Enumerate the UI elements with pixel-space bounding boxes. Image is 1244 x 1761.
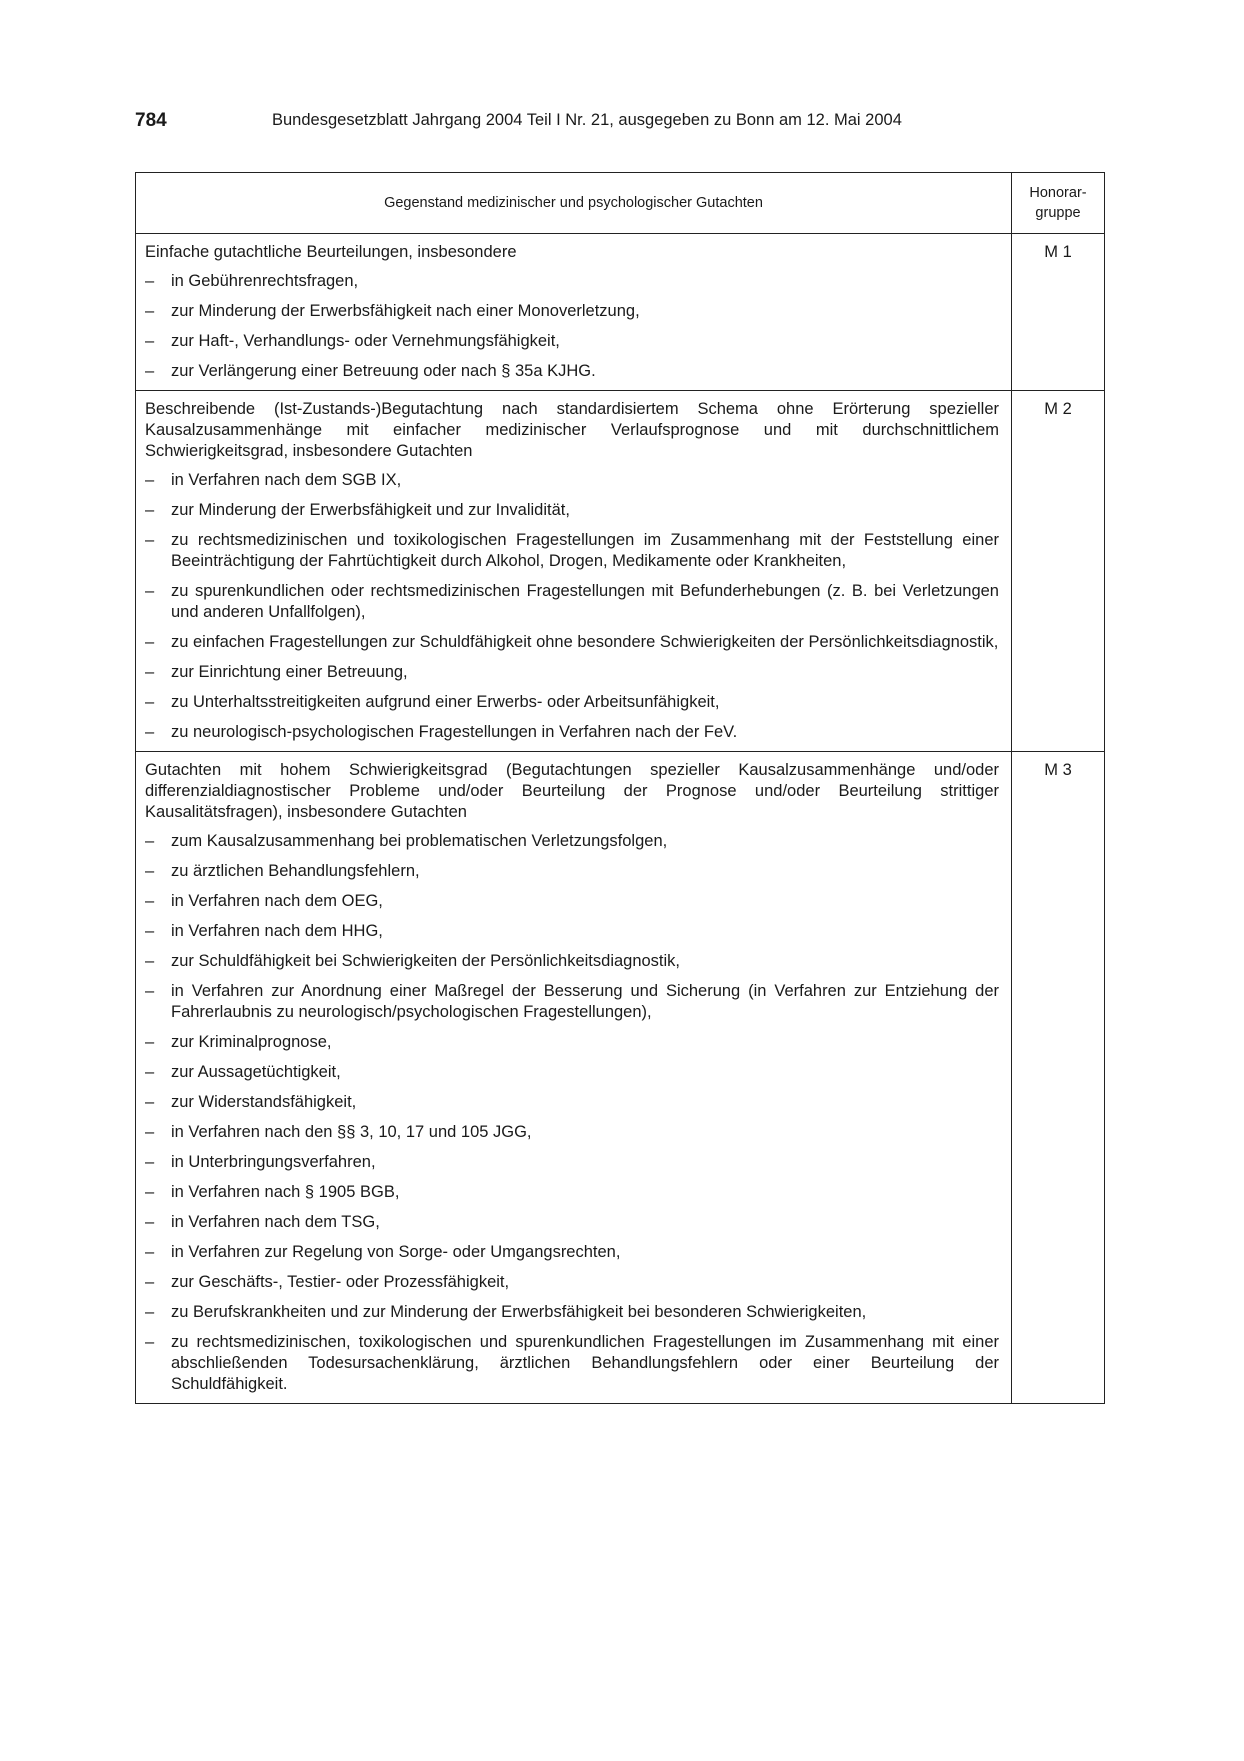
list-item xyxy=(145,530,999,572)
case-list xyxy=(145,831,999,1395)
list-item-text: zur Widerstandsfähigkeit, xyxy=(171,1093,357,1111)
list-item xyxy=(145,632,999,653)
list-item xyxy=(145,831,999,852)
list-item-text: zum Kausalzusammenhang bei problematischen Verletzungsfolgen, xyxy=(171,832,668,850)
dash-bullet-icon: – xyxy=(145,832,155,850)
list-item xyxy=(145,692,999,713)
column-header-group-line1: Honorar- xyxy=(1029,185,1087,201)
dash-bullet-icon: – xyxy=(145,1093,155,1111)
list-item-text: zur Haft-, Verhandlungs- oder Vernehmungsfähigkeit, xyxy=(171,332,560,350)
list-item xyxy=(145,1182,999,1203)
subject-cell xyxy=(136,234,1012,391)
dash-bullet-icon: – xyxy=(145,362,155,380)
list-item xyxy=(145,921,999,942)
dash-bullet-icon: – xyxy=(145,922,155,940)
list-item xyxy=(145,1062,999,1083)
column-header-group-line2: gruppe xyxy=(1035,205,1081,221)
dash-bullet-icon: – xyxy=(145,501,155,519)
list-item-text: zur Minderung der Erwerbsfähigkeit nach einer Monoverletzung, xyxy=(171,302,640,320)
dash-bullet-icon: – xyxy=(145,693,155,711)
column-header-group xyxy=(1012,173,1105,234)
column-header-subject: Gegenstand medizinischer und psychologischer Gutachten xyxy=(136,173,1012,234)
list-item xyxy=(145,861,999,882)
list-item xyxy=(145,891,999,912)
list-item xyxy=(145,500,999,521)
dash-bullet-icon: – xyxy=(145,582,155,600)
dash-bullet-icon: – xyxy=(145,1183,155,1201)
list-item-text: in Verfahren nach § 1905 BGB, xyxy=(171,1183,400,1201)
fee-group-cell: M 2 xyxy=(1012,391,1105,752)
list-item-text: zur Einrichtung einer Betreuung, xyxy=(171,663,408,681)
table-row xyxy=(136,234,1105,391)
list-item-text: zu rechtsmedizinischen und toxikologischen Fragestellungen im Zusammenhang mit der Feststellung einer Beeinträchtigung der Fahrtüchtigkeit durch Alkohol, Drogen, Medikamente oder Krankheiten, xyxy=(171,531,999,570)
list-item-text: in Verfahren zur Regelung von Sorge- oder Umgangsrechten, xyxy=(171,1243,621,1261)
fee-group-cell: M 3 xyxy=(1012,752,1105,1404)
list-item-text: zu neurologisch-psychologischen Fragestellungen in Verfahren nach der FeV. xyxy=(171,723,738,741)
dash-bullet-icon: – xyxy=(145,302,155,320)
dash-bullet-icon: – xyxy=(145,272,155,290)
subject-cell xyxy=(136,752,1012,1404)
page-header xyxy=(135,110,1105,140)
list-item xyxy=(145,981,999,1023)
list-item xyxy=(145,1242,999,1263)
list-item-text: in Unterbringungsverfahren, xyxy=(171,1153,376,1171)
table-row xyxy=(136,391,1105,752)
list-item-text: zu spurenkundlichen oder rechtsmedizinischen Fragestellungen mit Befunderhebungen (z. B. bei Verletzungen und anderen Unfallfolgen), xyxy=(171,582,999,621)
list-item-text: in Verfahren nach dem OEG, xyxy=(171,892,383,910)
subject-cell xyxy=(136,391,1012,752)
list-item-text: zur Geschäfts-, Testier- oder Prozessfähigkeit, xyxy=(171,1273,510,1291)
list-item-text: in Verfahren nach dem HHG, xyxy=(171,922,383,940)
list-item-text: zu einfachen Fragestellungen zur Schuldfähigkeit ohne besondere Schwierigkeiten der Persönlichkeitsdiagnostik, xyxy=(171,633,999,651)
list-item xyxy=(145,470,999,491)
dash-bullet-icon: – xyxy=(145,952,155,970)
list-item xyxy=(145,581,999,623)
dash-bullet-icon: – xyxy=(145,892,155,910)
list-item xyxy=(145,361,999,382)
category-intro: Gutachten mit hohem Schwierigkeitsgrad (Begutachtungen spezieller Kausalzusammenhänge und/oder differenzialdiagnostischer Probleme und/oder Beurteilung der Prognose und/oder Beurteilung strittiger Kausalitätsfragen), insbesondere Gutachten xyxy=(145,761,999,821)
list-item xyxy=(145,1092,999,1113)
list-item xyxy=(145,951,999,972)
list-item xyxy=(145,1212,999,1233)
list-item xyxy=(145,331,999,352)
list-item xyxy=(145,271,999,292)
page-number: 784 xyxy=(135,110,167,131)
dash-bullet-icon: – xyxy=(145,1333,155,1351)
dash-bullet-icon: – xyxy=(145,1243,155,1261)
list-item-text: zur Kriminalprognose, xyxy=(171,1033,332,1051)
list-item-text: zur Minderung der Erwerbsfähigkeit und zur Invalidität, xyxy=(171,501,570,519)
dash-bullet-icon: – xyxy=(145,1273,155,1291)
dash-bullet-icon: – xyxy=(145,471,155,489)
list-item xyxy=(145,1122,999,1143)
dash-bullet-icon: – xyxy=(145,723,155,741)
list-item-text: zu ärztlichen Behandlungsfehlern, xyxy=(171,862,420,880)
list-item-text: zu Berufskrankheiten und zur Minderung der Erwerbsfähigkeit bei besonderen Schwierigkeiten, xyxy=(171,1303,867,1321)
list-item-text: in Verfahren nach dem SGB IX, xyxy=(171,471,402,489)
table-row xyxy=(136,752,1105,1404)
dash-bullet-icon: – xyxy=(145,1303,155,1321)
case-list xyxy=(145,470,999,743)
category-intro: Beschreibende (Ist-Zustands-)Begutachtung nach standardisiertem Schema ohne Erörterung spezieller Kausalzusammenhänge mit einfacher medizinischer Verlaufsprognose und mit durchschnittlichem Schwierigkeitsgrad, insbesondere Gutachten xyxy=(145,400,999,460)
fee-group-cell: M 1 xyxy=(1012,234,1105,391)
dash-bullet-icon: – xyxy=(145,982,155,1000)
list-item xyxy=(145,1272,999,1293)
list-item xyxy=(145,662,999,683)
list-item-text: in Verfahren nach dem TSG, xyxy=(171,1213,380,1231)
list-item xyxy=(145,1032,999,1053)
table-header-row xyxy=(136,173,1105,234)
dash-bullet-icon: – xyxy=(145,862,155,880)
dash-bullet-icon: – xyxy=(145,332,155,350)
fee-group-table xyxy=(135,172,1105,1404)
list-item-text: zur Aussagetüchtigkeit, xyxy=(171,1063,341,1081)
list-item xyxy=(145,722,999,743)
list-item-text: in Gebührenrechtsfragen, xyxy=(171,272,359,290)
list-item xyxy=(145,301,999,322)
list-item xyxy=(145,1152,999,1173)
dash-bullet-icon: – xyxy=(145,1033,155,1051)
list-item-text: in Verfahren nach den §§ 3, 10, 17 und 105 JGG, xyxy=(171,1123,532,1141)
list-item-text: zur Verlängerung einer Betreuung oder nach § 35a KJHG. xyxy=(171,362,596,380)
list-item-text: zur Schuldfähigkeit bei Schwierigkeiten der Persönlichkeitsdiagnostik, xyxy=(171,952,681,970)
list-item xyxy=(145,1332,999,1395)
dash-bullet-icon: – xyxy=(145,1213,155,1231)
list-item-text: zu Unterhaltsstreitigkeiten aufgrund einer Erwerbs- oder Arbeitsunfähigkeit, xyxy=(171,693,720,711)
dash-bullet-icon: – xyxy=(145,531,155,549)
list-item-text: in Verfahren zur Anordnung einer Maßregel der Besserung und Sicherung (in Verfahren zur Entziehung der Fahrerlaubnis zu neurologisch/psychologischen Fragestellungen), xyxy=(171,982,999,1021)
dash-bullet-icon: – xyxy=(145,663,155,681)
list-item xyxy=(145,1302,999,1323)
dash-bullet-icon: – xyxy=(145,1153,155,1171)
category-intro: Einfache gutachtliche Beurteilungen, insbesondere xyxy=(145,243,517,261)
dash-bullet-icon: – xyxy=(145,633,155,651)
table-body xyxy=(136,234,1105,1404)
running-title: Bundesgesetzblatt Jahrgang 2004 Teil I Nr. 21, ausgegeben zu Bonn am 12. Mai 2004 xyxy=(272,111,902,129)
dash-bullet-icon: – xyxy=(145,1123,155,1141)
list-item-text: zu rechtsmedizinischen, toxikologischen und spurenkundlichen Fragestellungen im Zusammenhang mit einer abschließenden Todesursachenklärung, ärztlichen Behandlungsfehlern oder einer Beurteilung der Schuldfähigkeit. xyxy=(171,1333,999,1393)
case-list xyxy=(145,271,999,382)
dash-bullet-icon: – xyxy=(145,1063,155,1081)
